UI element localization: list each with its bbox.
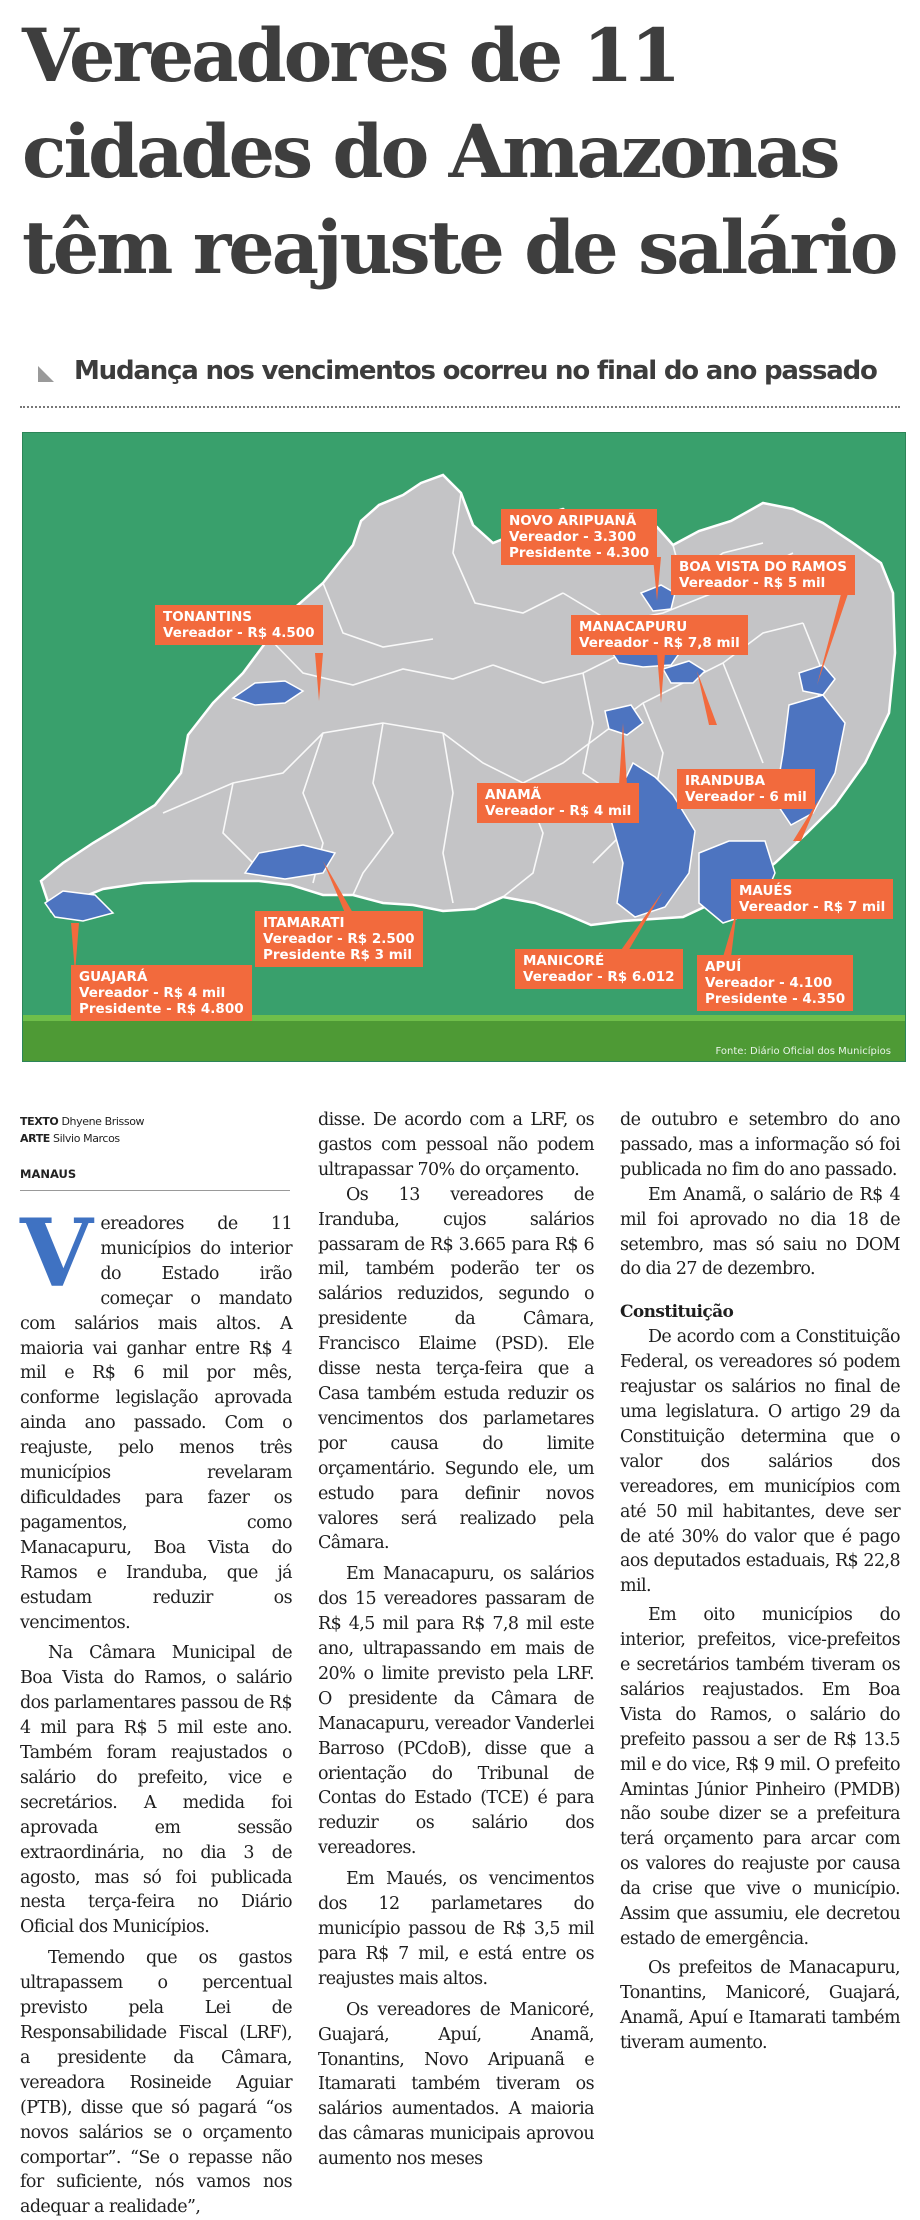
headline-line-1: Vereadores de 11 [22,13,679,99]
label-itamarati [255,911,423,967]
article-paragraph: Os 13 vereadores de Iranduba, cujos salários passaram de R$ 3.665 para R$ 6 mil, também poderão ter os salários reduzidos, segundo o presidente da Câmara, Francisco Elaime (PSD). Ele disse nesta terça-feira que a Casa também estuda reduzir os vencimentos dos parlametares por causa do limite orçamentário. Segundo ele, um estudo para definir novos valores será realizado pela Câmara. [318,1184,594,1554]
label-itamarati-vereador: Vereador - R$ 2.500 [263,931,415,947]
label-manacapuru-vereador: Vereador - R$ 7,8 mil [579,635,740,651]
label-apui-name: APUÍ [705,959,742,975]
article-paragraph: De acordo com a Constituição Federal, os vereadores só podem reajustar os salários no final de uma legislatura. O artigo 29 da Constituição determina que o valor dos salários dos vereadores, em municípios com até 50 mil habitantes, deve ser de até 30% do valor que é pago aos deputados estaduais, R$ 22,8 mil. [620,1327,900,1597]
label-anama [477,783,639,823]
subhead-constituicao: Constituição [620,1302,734,1323]
label-guajara-name: GUAJARÁ [79,969,148,985]
label-apui [697,955,853,1011]
credit-texto-name: Dhyene Brissow [61,1115,145,1128]
label-tonantins-name: TONANTINS [163,609,252,625]
label-novo-aripuana-name: NOVO ARIPUANÃ [509,513,637,529]
label-apui-presidente: Presidente - 4.350 [705,991,846,1007]
headline-line-2: cidades do Amazonas [22,109,838,195]
article-paragraph-text: ereadores de 11 municípios do interior do Estado irão começar o mandato com salários mais altos. A maioria vai ganhar entre R$ 4 mil e R$ 6 mil por mês, conforme legislação aprovada ainda ano passado. Com o reajuste, pelo menos três municípios revelaram dificuldades para fazer os pagamentos, como Manacapuru, Boa Vista do Ramos e Iranduba, que já estudam reduzir os vencimentos. [20,1214,292,1633]
article-paragraph: de outubro e setembro do ano passado, mas a informação só foi publicada no fim do ano passado. [620,1110,900,1180]
headline-line-3: têm reajuste de salário [22,205,896,291]
label-itamarati-name: ITAMARATI [263,915,345,931]
label-iranduba-vereador: Vereador - 6 mil [685,789,807,805]
credit-arte [20,1130,290,1147]
label-boa-vista-name: BOA VISTA DO RAMOS [679,559,847,575]
dateline-rule [20,1190,290,1191]
label-guajara [71,965,252,1021]
article-paragraph: Na Câmara Municipal de Boa Vista do Ramos, o salário dos parlamentares passou de R$ 4 mil para R$ 5 mil este ano. Também foram reajustados o salário do prefeito, vice e secretários. A medida foi aprovada em sessão extraordinária, no dia 3 de agosto, mas só foi publicada nesta terça-feira no Diário Oficial dos Municípios. [20,1643,292,1938]
label-anama-name: ANAMÃ [485,787,542,803]
label-manacapuru [571,615,748,655]
label-tonantins-vereador: Vereador - R$ 4.500 [163,625,315,641]
label-novo-aripuana-vereador: Vereador - 3.300 [509,529,637,545]
label-maues [731,879,893,919]
label-itamarati-presidente: Presidente R$ 3 mil [263,947,413,963]
label-iranduba [677,769,815,809]
credits [20,1113,290,1147]
label-maues-vereador: Vereador - R$ 7 mil [739,899,886,915]
label-tonantins [155,605,323,645]
credit-arte-label: ARTE [20,1132,50,1145]
article-paragraph: Temendo que os gastos ultrapassem o percentual previsto pela Lei de Responsabilidade Fiscal (LRF), a presidente da Câmara, vereadora Rosineide Aguiar (PTB), disse que só pagará “os novos salários se o orçamento comportar”. “Se o repasse não for suficiente, nós vamos nos adequar a realidade”, [20,1948,292,2218]
article-paragraph: Em Anamã, o salário de R$ 4 mil foi aprovado no dia 18 de setembro, mas só saiu no DOM do dia 27 de dezembro. [620,1184,900,1280]
dateline: MANAUS [20,1167,77,1181]
label-guajara-presidente: Presidente - R$ 4.800 [79,1001,244,1017]
label-novo-aripuana [501,509,657,565]
article-paragraph: Em Maués, os vencimentos dos 12 parlametares do município passou de R$ 3,5 mil para R$ 7 mil, e está entre os reajustes mais altos. [318,1869,594,1989]
label-manicore-name: MANICORÉ [523,953,605,969]
article-paragraph: disse. De acordo com a LRF, os gastos com pessoal não podem ultrapassar 70% do orçamento. [318,1110,594,1180]
article-paragraph: Em Manacapuru, os salários dos 15 vereadores passaram de R$ 4,5 mil para R$ 7,8 mil este ano, ultrapassando em mais de 20% o limite previsto pela LRF. O presidente da Câmara de Manacapuru, vereador Vanderlei Barroso (PCdoB), disse que a orientação do Tribunal de Contas do Estado (TCE) é para reduzir os salário dos vereadores. [318,1564,594,1859]
credit-texto [20,1113,290,1130]
label-boa-vista-do-ramos [671,555,855,595]
label-novo-aripuana-presidente: Presidente - 4.300 [509,545,650,561]
headline [22,8,902,296]
label-manicore [515,949,683,989]
article-column-2 [318,1108,594,2172]
guajara-shape [45,891,113,921]
label-manacapuru-name: MANACAPURU [579,619,688,635]
deck-row [38,356,898,396]
deck-triangle-icon [38,366,54,382]
dotted-divider [20,406,900,408]
article-column-1 [20,1199,292,2220]
credit-arte-name: Silvio Marcos [53,1132,120,1145]
label-guajara-vereador: Vereador - R$ 4 mil [79,985,226,1001]
article-paragraph: Os prefeitos de Manacapuru, Tonantins, Manicoré, Guajará, Anamã, Apuí e Itamarati também tiveram aumento. [620,1957,900,2053]
deck: Mudança nos vencimentos ocorreu no final do ano passado [74,356,877,386]
label-manicore-vereador: Vereador - R$ 6.012 [523,969,675,985]
label-maues-name: MAUÉS [739,883,793,899]
label-apui-vereador: Vereador - 4.100 [705,975,833,991]
map-infographic [22,432,906,1062]
label-iranduba-name: IRANDUBA [685,773,766,789]
article-paragraph: Os vereadores de Manicoré, Guajará, Apuí, Anamã, Tonantins, Novo Aripuanã e Itamarati também tiveram os salários aumentados. A maioria das câmaras municipais aprovou aumento nos meses [318,1999,594,2170]
label-anama-vereador: Vereador - R$ 4 mil [485,803,632,819]
article-paragraph: Em oito municípios do interior, prefeitos, vice-prefeitos e secretários também tiveram os salários reajustados. Em Boa Vista do Ramos, o salário do prefeito passou a ser de R$ 13.5 mil e do vice, R$ 9 mil. O prefeito Amintas Júnior Pinheiro (PMDB) não soube dizer se a prefeitura terá orçamento para arcar com os valores do reajuste por causa da crise que vive o município. Assim que assumiu, ele decretou estado de emergência. [620,1605,900,1949]
dropcap: V [20,1199,93,1309]
article-column-3 [620,1108,900,2056]
map-source: Fonte: Diário Oficial dos Municípios [715,1046,891,1057]
article-paragraph [20,1199,292,1635]
label-boa-vista-vereador: Vereador - R$ 5 mil [679,575,826,591]
credit-texto-label: TEXTO [20,1115,59,1128]
